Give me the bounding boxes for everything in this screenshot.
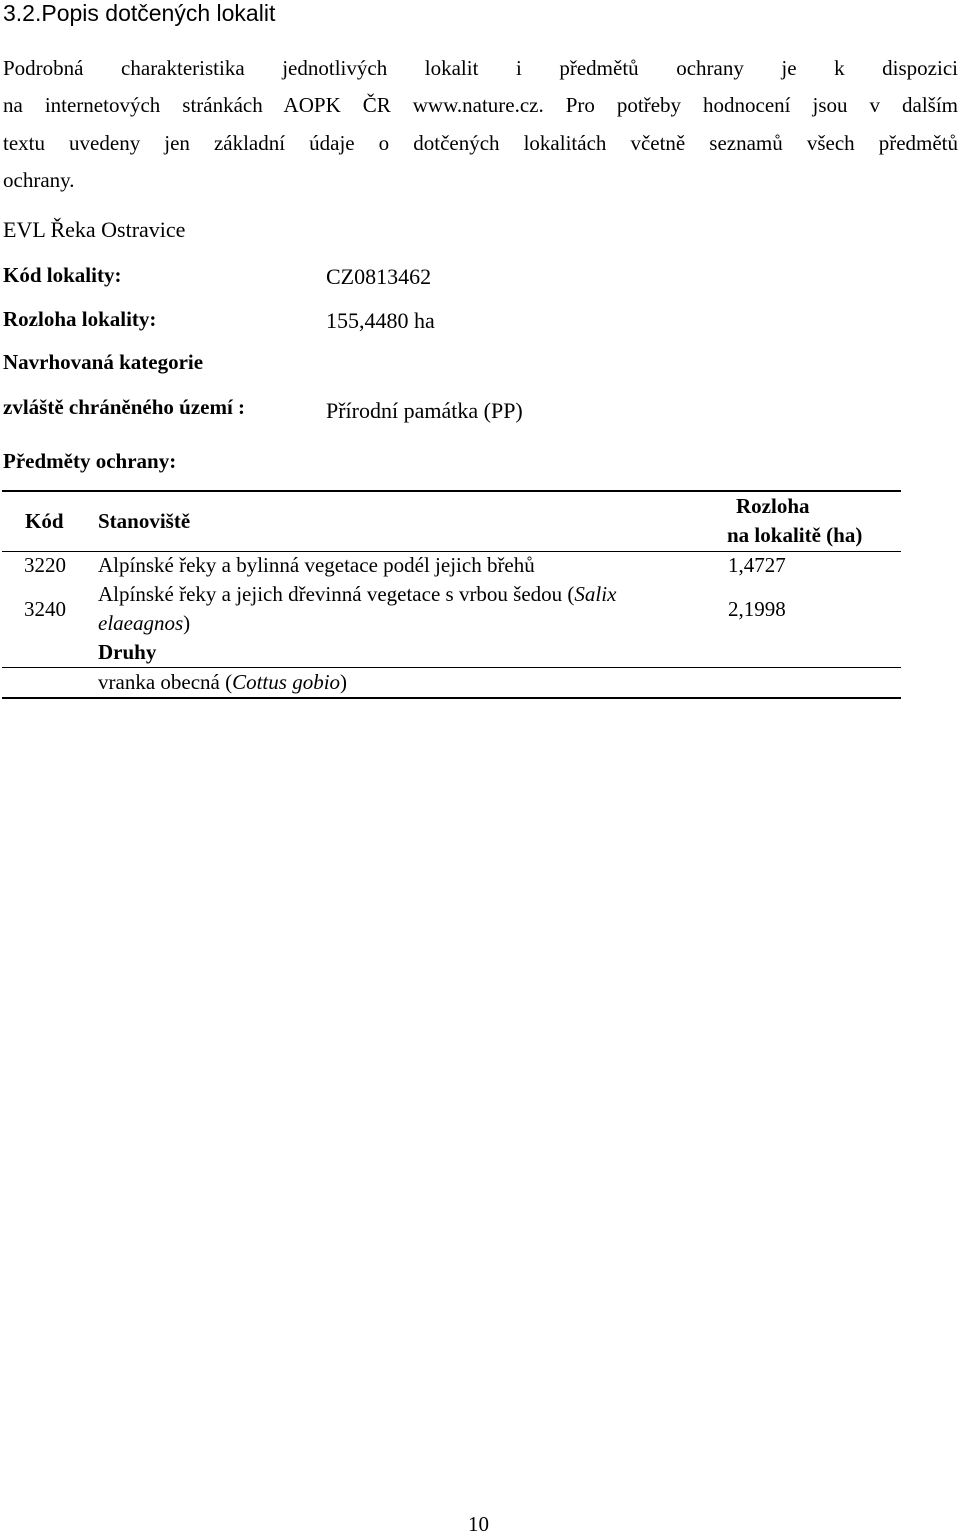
row-habitat-name: Alpínské řeky a bylinná vegetace podél jejich břehů [98, 553, 535, 577]
header-bottom-rule [2, 551, 901, 552]
page-number: 10 [468, 1512, 489, 1536]
site-code-label: Kód lokality: [3, 263, 122, 287]
site-category-label-2: zvláště chráněného území : [3, 395, 246, 419]
intro-line-4: ochrany. [3, 168, 75, 192]
row-area: 2,1998 [728, 597, 786, 621]
row-habitat-name-line1: Alpínské řeky a jejich dřevinná vegetace s vrbou šedou (Salix [98, 582, 617, 606]
table-bottom-rule [2, 697, 901, 699]
subjects-label: Předměty ochrany: [3, 449, 177, 473]
site-category-label-1: Navrhovaná kategorie [3, 350, 204, 374]
header-area-line1: Rozloha [736, 494, 810, 518]
species-item: vranka obecná (Cottus gobio) [98, 670, 348, 694]
header-habitat: Stanoviště [98, 509, 191, 533]
site-area-label: Rozloha lokality: [3, 307, 157, 331]
row-area: 1,4727 [728, 553, 786, 577]
species-header: Druhy [98, 640, 157, 664]
row-code: 3240 [24, 597, 66, 621]
row-habitat-name-line2: elaeagnos) [98, 611, 191, 635]
section-heading: 3.2.Popis dotčených lokalit [3, 0, 276, 26]
site-category-value: Přírodní památka (PP) [326, 398, 523, 423]
species-rule [2, 667, 901, 668]
header-code: Kód [25, 509, 64, 533]
table-top-rule [2, 490, 901, 492]
intro-line-2: na internetových stránkách AOPK ČR www.nature.cz. Pro potřeby hodnocení jsou v dalším [3, 93, 958, 117]
site-title: EVL Řeka Ostravice [3, 217, 186, 242]
header-area-line2: na lokalitě (ha) [727, 523, 863, 547]
row-code: 3220 [24, 553, 66, 577]
intro-line-3: textu uvedeny jen základní údaje o dotčených lokalitách včetně seznamů všech předmětů [3, 131, 958, 155]
site-area-value: 155,4480 ha [326, 308, 435, 333]
site-code-value: CZ0813462 [326, 264, 432, 289]
intro-line-1: Podrobná charakteristika jednotlivých lokalit i předmětů ochrany je k dispozici [3, 56, 958, 80]
